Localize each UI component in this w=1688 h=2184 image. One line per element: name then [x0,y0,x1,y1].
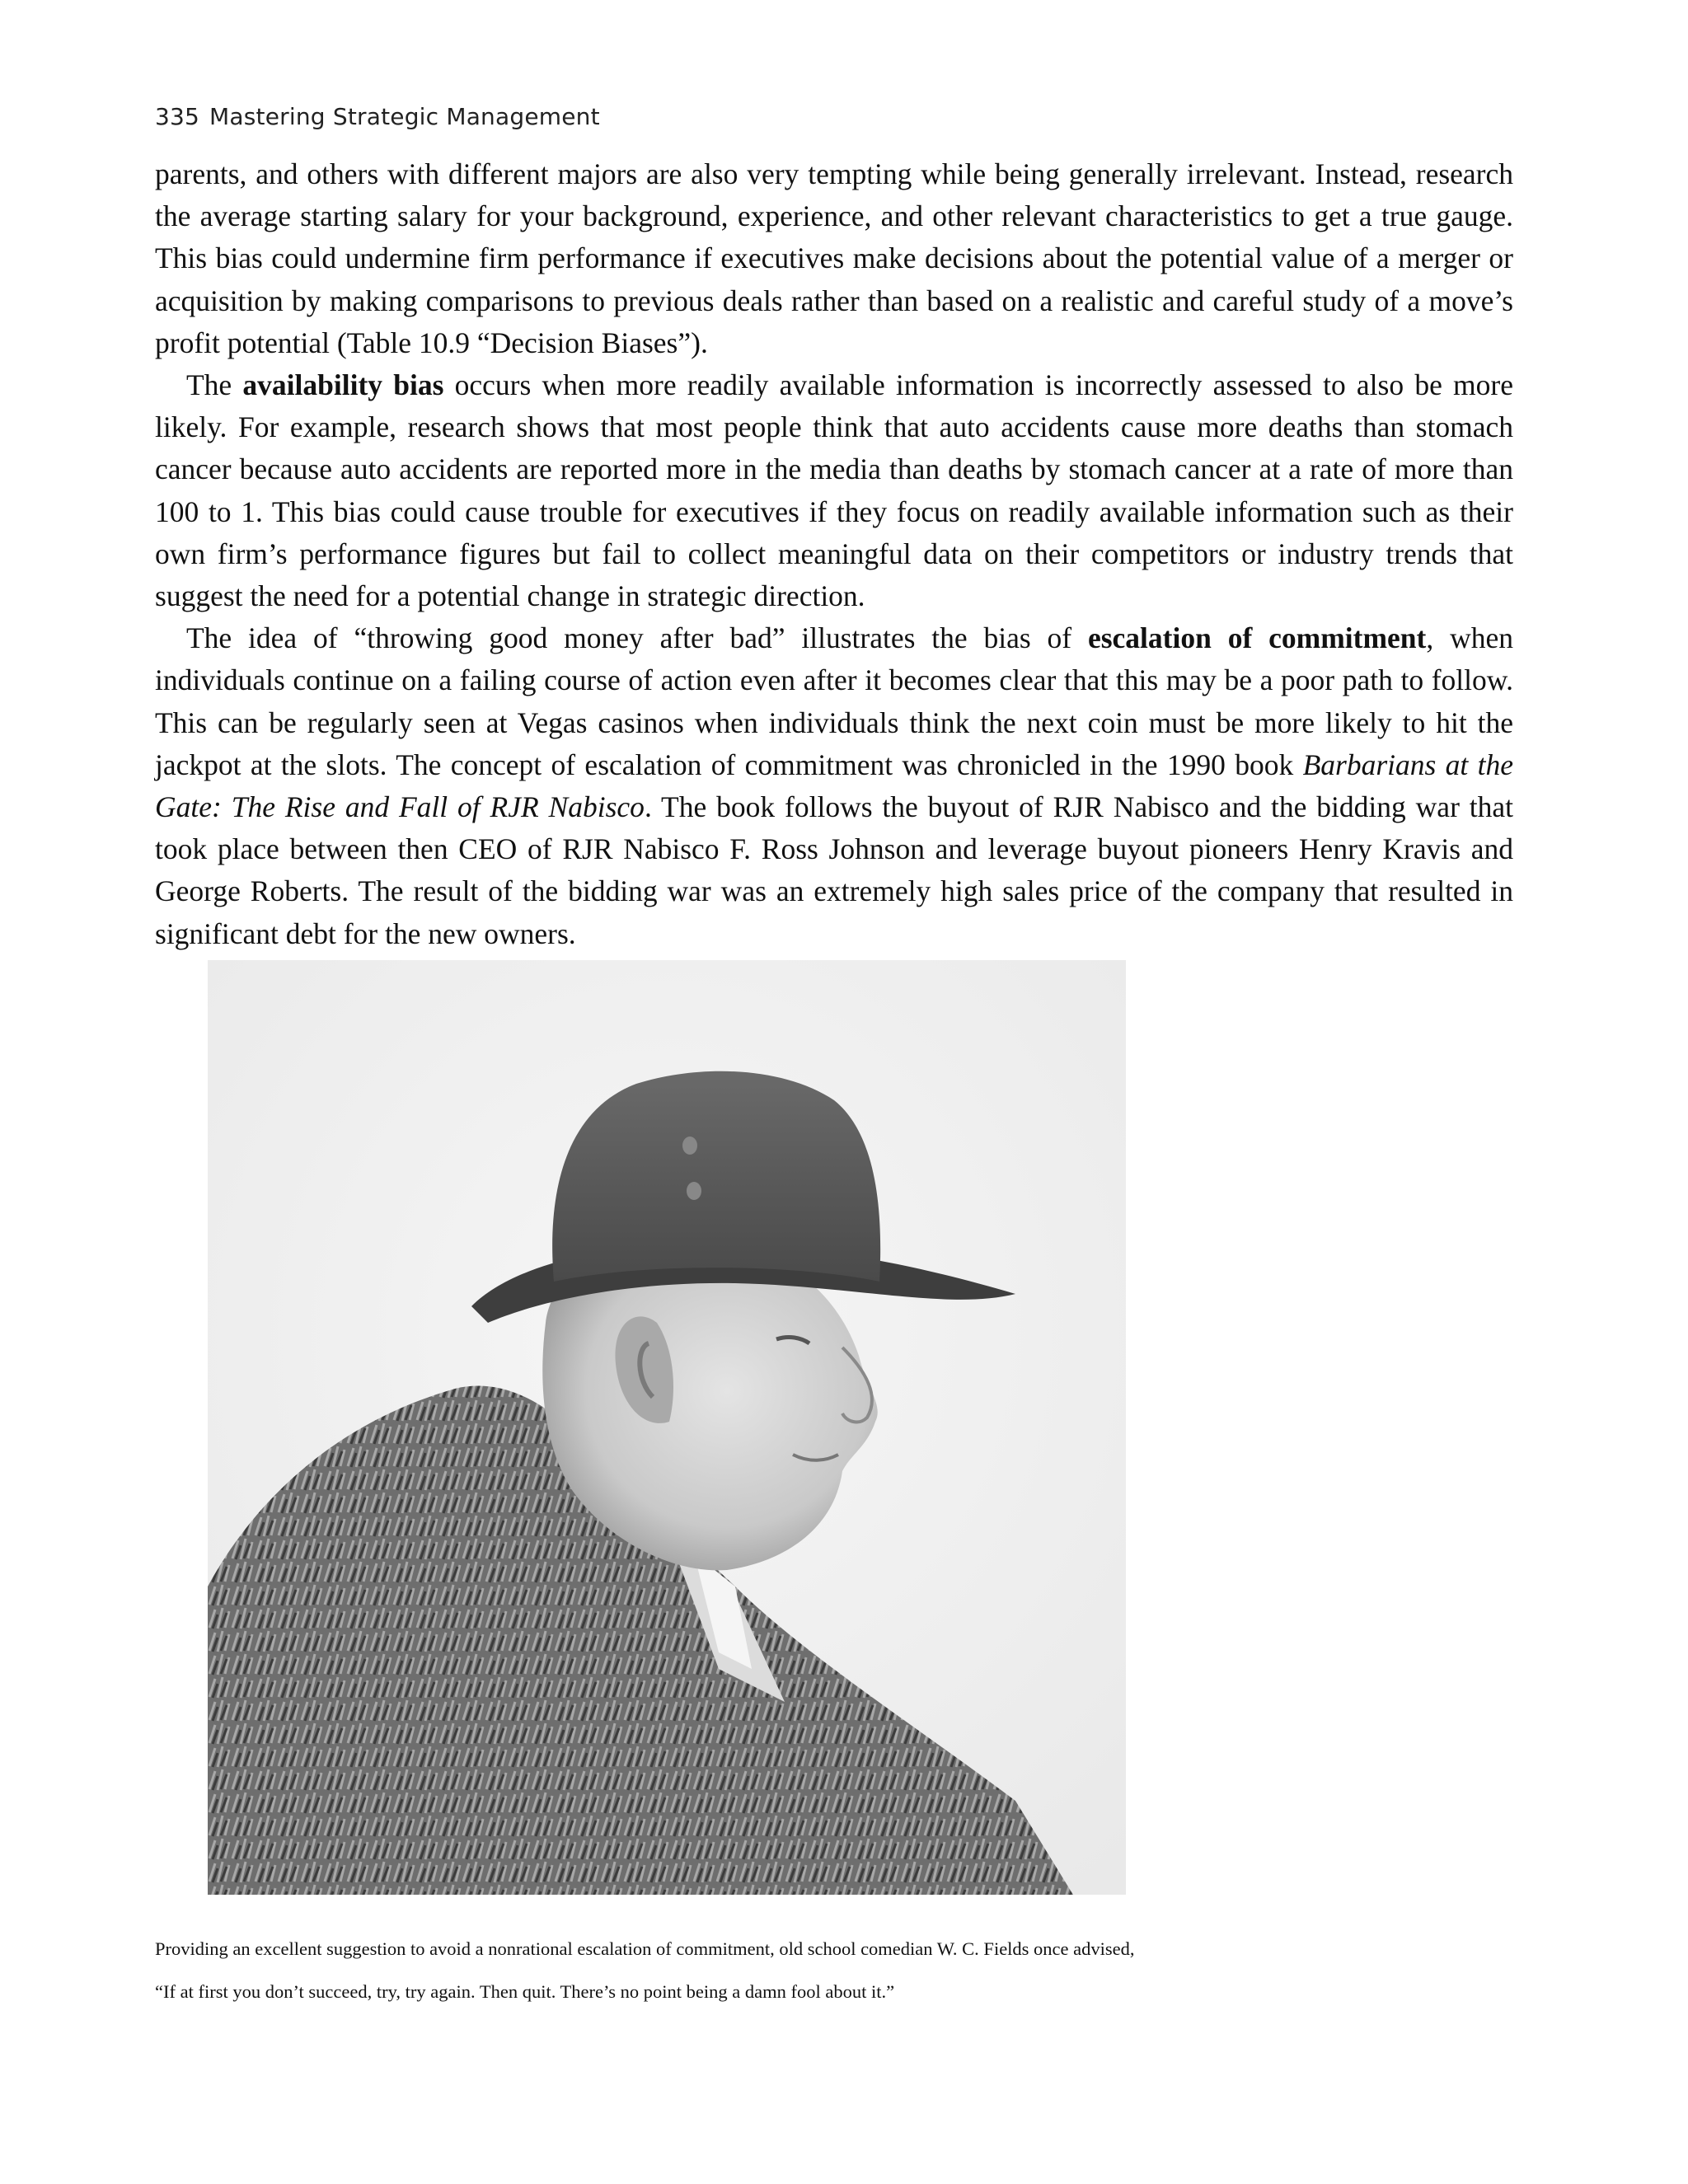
paragraph-3-lead: The idea of “throwing good money after bad” illustrates the bias of [186,621,1088,655]
paragraph-1-text: parents, and others with different majors are also very tempting while being generally irrelevant. Instead, research the average starting salary for your background, experience, and other relevant characteristics to get a true gauge. This bias could undermine firm performance if executives make decisions about the potential value of a merger or acquisition by making comparisons to previous deals rather than based on a realistic and careful study of a move’s profit potential (Table 10.9 “Decision Biases”). [155,157,1513,359]
page-number: 335 [155,103,200,130]
paragraph-2 [155,364,1513,617]
figure-caption-line-1: Providing an excellent suggestion to avoid a nonrational escalation of commitment, old school comedian W. C. Fields once advised, [155,1938,1135,1959]
paragraph-2-rest: occurs when more readily available information is incorrectly assessed to also be more likely. For example, research shows that most people think that auto accidents cause more deaths than stomach cancer because auto accidents are reported more in the media than deaths by stomach cancer at a rate of more than 100 to 1. This bias could cause trouble for executives if they focus on readily available information such as their own firm’s performance figures but fail to collect meaningful data on their competitors or industry trends that suggest the need for a potential change in strategic direction. [155,368,1513,613]
book-title: Mastering Strategic Management [209,103,600,130]
figure-photo-wc-fields [208,960,1126,1895]
paragraph-3-rest: . The book follows the buyout of RJR Nabisco and the bidding war that took place between then CEO of RJR Nabisco F. Ross Johnson and leverage buyout pioneers Henry Kravis and George Roberts. The result of the bidding war was an extremely high sales price of the company that resulted in significant debt for the new owners. [155,790,1514,950]
paragraph-2-lead: The [186,368,243,402]
term-escalation-of-commitment: escalation of commitment [1087,621,1427,655]
body-text [155,153,1513,955]
paragraph-3 [155,617,1513,955]
figure-caption-line-2: “If at first you don’t succeed, try, try again. Then quit. There’s no point being a damn fool about it.” [155,1981,895,2002]
portrait-illustration [208,960,1126,1895]
book-title-italic: Barbarians at the Gate: The Rise and Fall of RJR Nabisco [155,748,1513,824]
paragraph-1 [155,153,1513,364]
paragraph-3-mid: , when individuals continue on a failing course of action even after it becomes clear that this may be a poor path to follow. This can be regularly seen at Vegas casinos when individuals think the next coin must be more likely to hit the jackpot at the slots. The concept of escalation of commitment was chronicled in the 1990 book [155,621,1514,781]
term-availability-bias: availability bias [242,368,444,402]
running-head [155,103,600,130]
